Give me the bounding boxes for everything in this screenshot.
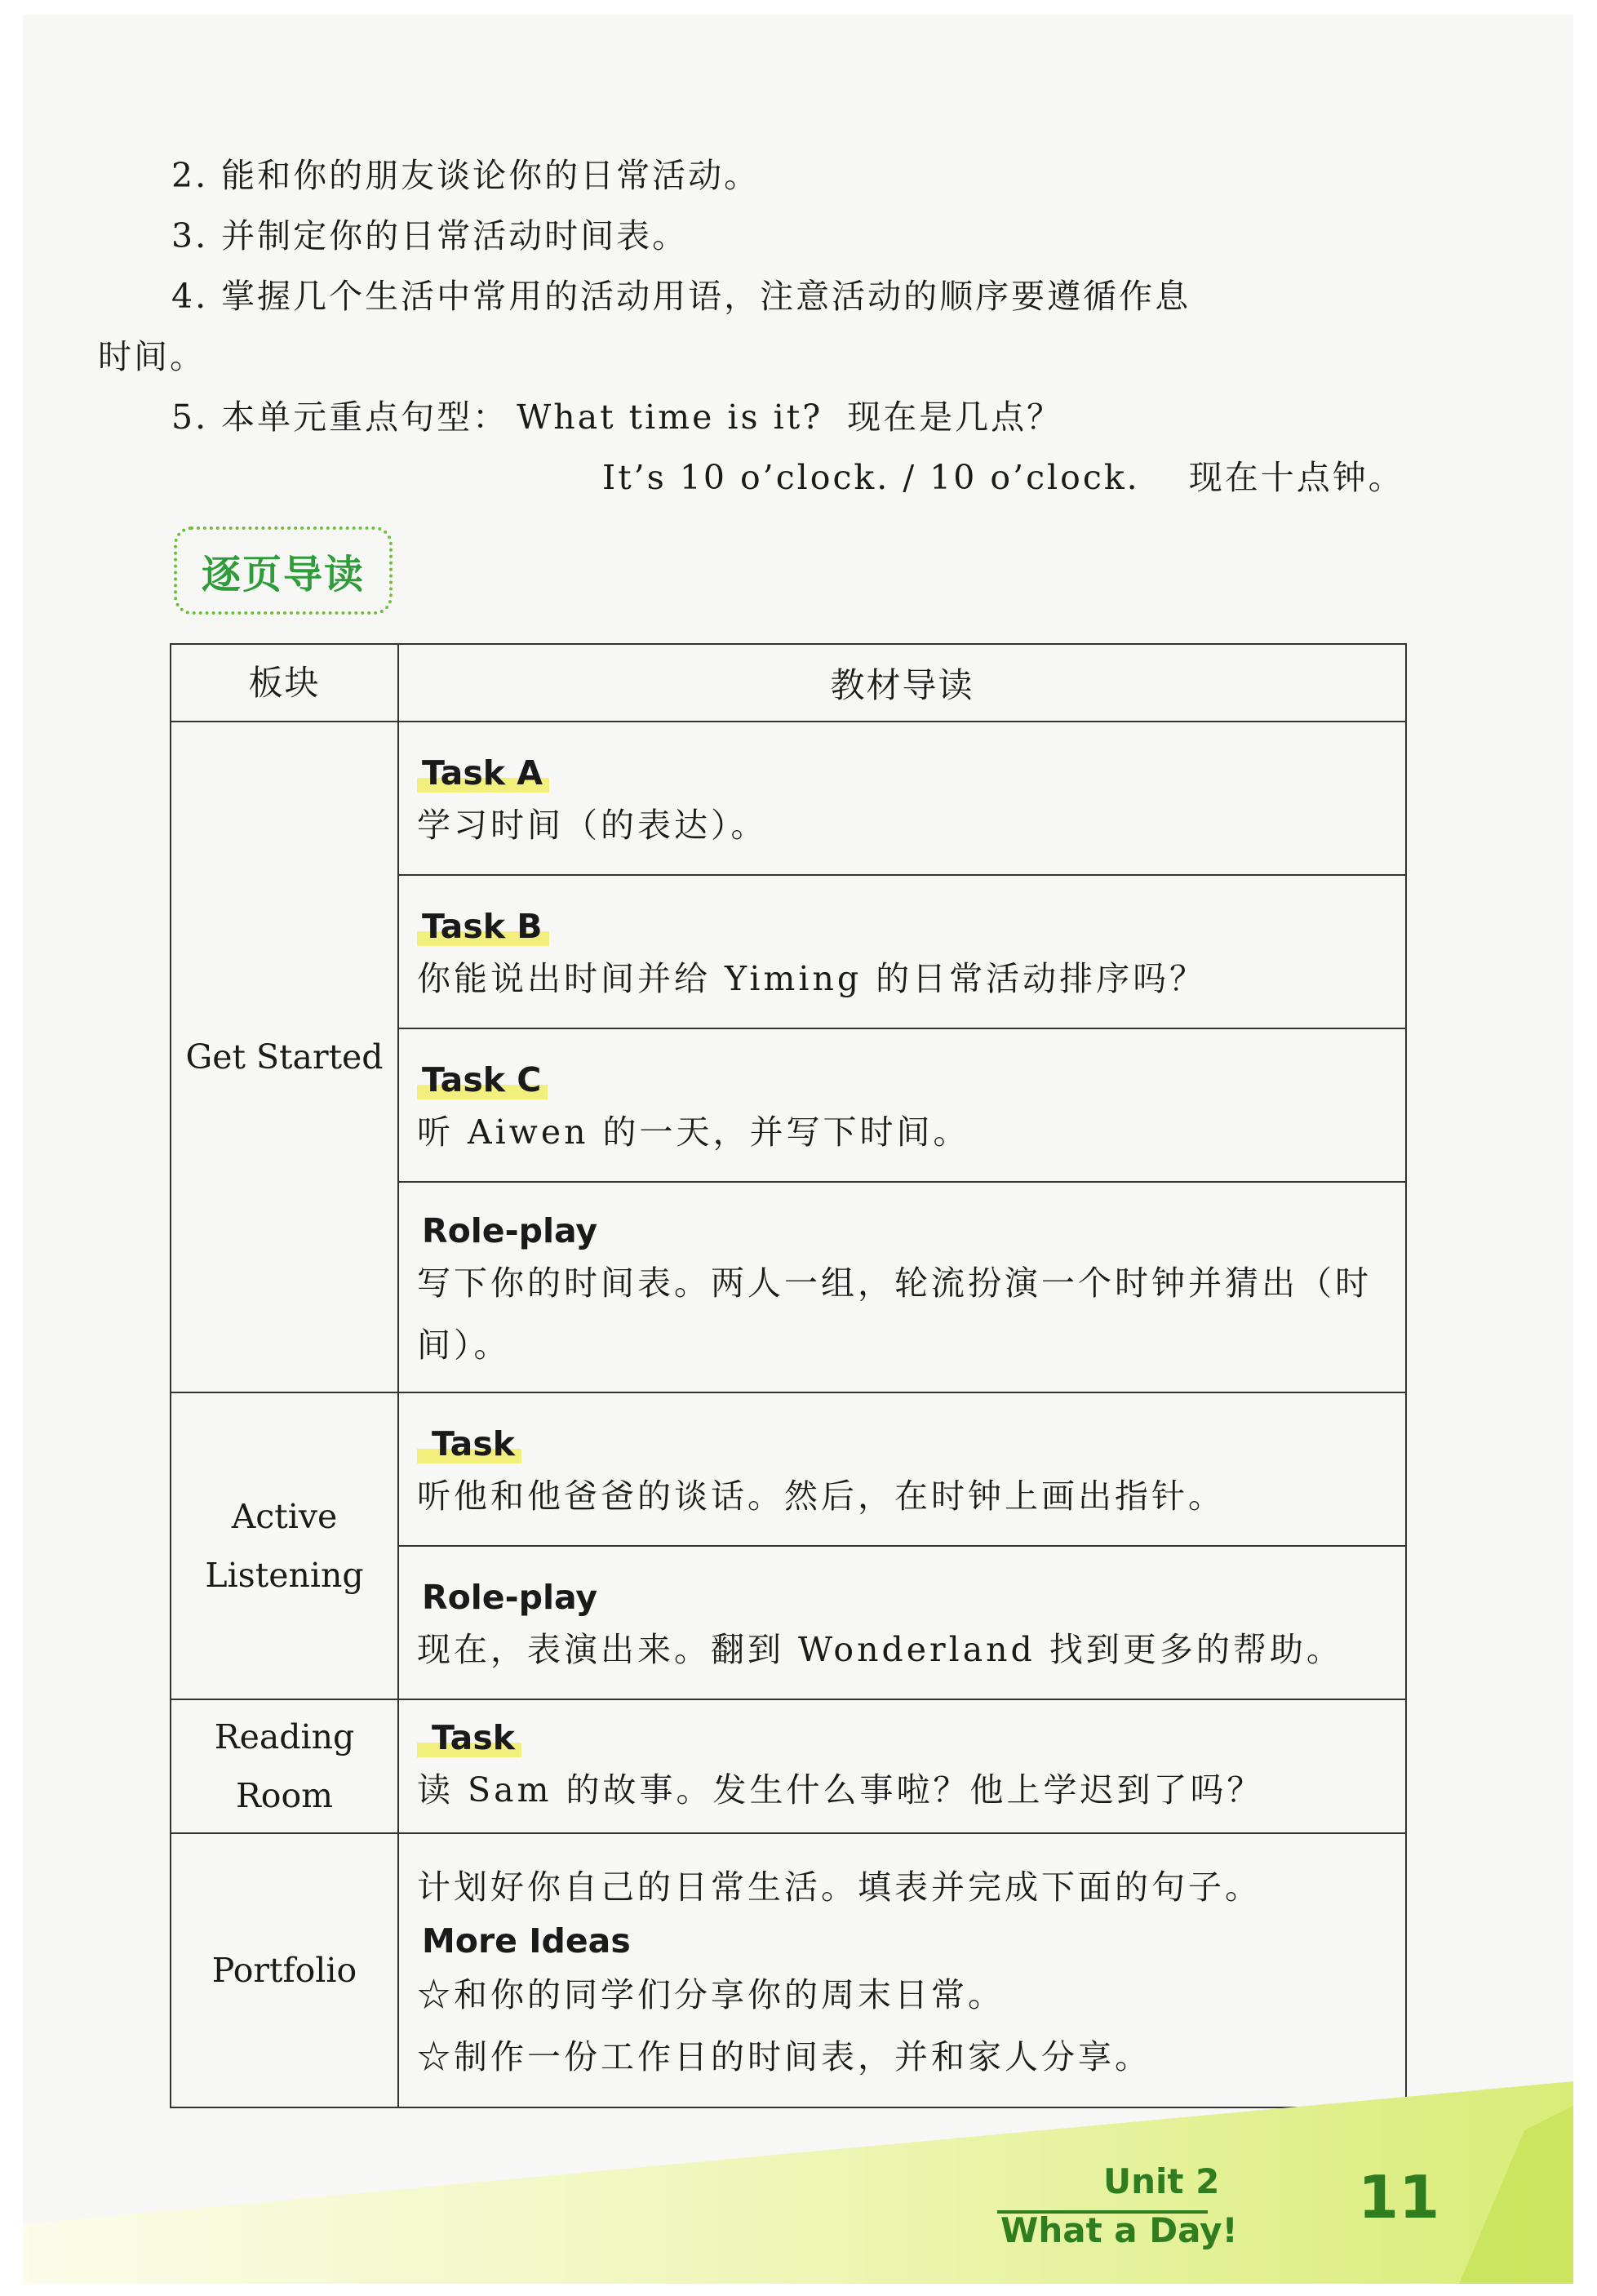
pattern-question-en: What time is it?	[517, 397, 823, 437]
task-body: 写下你的时间表。两人一组，轮流扮演一个时钟并猜出（时间）。	[417, 1263, 1372, 1365]
objective-5-label: 5. 本单元重点句型：	[171, 397, 509, 437]
section-name-active-listening	[171, 1392, 398, 1699]
pattern-answer-en: It’s 10 o’clock. / 10 o’clock.	[602, 458, 1140, 497]
objective-5	[171, 387, 1412, 447]
unit-label: Unit 2	[1103, 2161, 1220, 2201]
section-name-line: Reading	[214, 1717, 355, 1756]
header-section: 板块	[171, 644, 398, 722]
objective-2: 2. 能和你的朋友谈论你的日常活动。	[171, 156, 761, 195]
task-body: 听 Aiwen 的一天，并写下时间。	[417, 1112, 970, 1152]
section-name-reading-room	[171, 1699, 398, 1833]
task-cell	[398, 1833, 1406, 2107]
task-title: Task	[417, 1716, 521, 1759]
task-cell	[398, 875, 1406, 1028]
task-body: 听他和他爸爸的谈话。然后，在时钟上画出指针。	[417, 1477, 1225, 1516]
section-heading: 逐页导读	[201, 551, 365, 597]
header-guide: 教材导读	[398, 644, 1406, 722]
task-body: 学习时间（的表达）。	[417, 806, 768, 845]
idea-item: ☆制作一份工作日的时间表，并和家人分享。	[417, 2037, 1151, 2076]
footer-band-graphic	[23, 2073, 1573, 2284]
task-cell	[398, 1699, 1406, 1833]
task-body: 读 Sam 的故事。发生什么事啦？他上学迟到了吗？	[417, 1770, 1264, 1810]
section-name-get-started: Get Started	[171, 722, 398, 1392]
task-title: Task B	[417, 905, 549, 948]
unit-objectives	[98, 145, 1412, 508]
section-name-portfolio: Portfolio	[171, 1833, 398, 2107]
task-cell	[398, 1028, 1406, 1182]
table-row	[171, 722, 1406, 875]
more-ideas-title: More Ideas	[422, 1921, 631, 1961]
objective-4: 4. 掌握几个生活中常用的活动用语，注意活动的顺序要遵循作息	[171, 277, 1191, 316]
task-title: Role-play	[422, 1211, 598, 1250]
table-header-row	[171, 644, 1406, 722]
section-name-line: Room	[235, 1776, 334, 1815]
section-name-line: Listening	[205, 1556, 364, 1595]
task-title: Task	[417, 1423, 521, 1465]
section-name-line: Active	[231, 1497, 338, 1536]
objective-4-continued: 时间。	[98, 337, 206, 376]
table-row	[171, 1699, 1406, 1833]
section-heading-badge	[174, 526, 393, 615]
task-cell	[398, 1392, 1406, 1546]
task-body: 你能说出时间并给 Yiming 的日常活动排序吗？	[417, 959, 1207, 998]
task-cell	[398, 1546, 1406, 1699]
task-cell	[398, 722, 1406, 875]
unit-subtitle: What a Day!	[1000, 2210, 1238, 2250]
table-row	[171, 1833, 1406, 2107]
guide-table	[170, 643, 1407, 2108]
pattern-answer-cn: 现在十点钟。	[1188, 458, 1404, 497]
idea-item: ☆和你的同学们分享你的周末日常。	[417, 1975, 1005, 2014]
objective-5-answer	[171, 447, 1412, 508]
page-number: 11	[1358, 2163, 1440, 2232]
table-row	[171, 1392, 1406, 1546]
task-title: Task A	[417, 752, 549, 794]
pattern-question-cn: 现在是几点？	[847, 397, 1063, 437]
task-title: Task C	[417, 1059, 548, 1101]
task-cell	[398, 1182, 1406, 1392]
objective-3: 3. 并制定你的日常活动时间表。	[171, 216, 689, 255]
task-title: Role-play	[422, 1578, 598, 1617]
portfolio-intro: 计划好你自己的日常生活。填表并完成下面的句子。	[417, 1867, 1262, 1907]
task-body: 现在，表演出来。翻到 Wonderland 找到更多的帮助。	[417, 1630, 1343, 1669]
